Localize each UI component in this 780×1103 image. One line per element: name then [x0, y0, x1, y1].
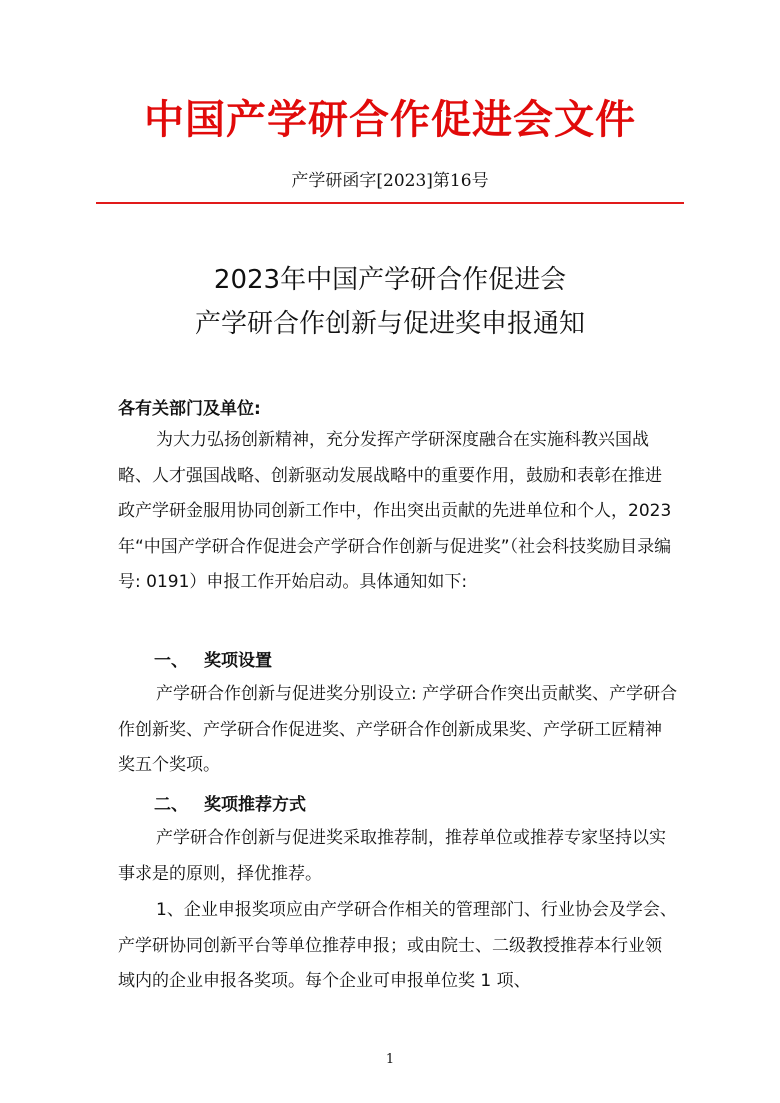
- notice-title-line-1: 2023年中国产学研合作促进会: [213, 265, 567, 295]
- section-2-item-1: 1、企业申报奖项应由产学研合作相关的管理部门、行业协会及学会、产学研协同创新平台等单位推荐申报；或由院士、二级教授推荐本行业领域内的企业申报各奖项。每个企业可申报单位奖 1 项、: [118, 900, 677, 992]
- section-1-number: 一、: [154, 651, 188, 671]
- org-header-title: 中国产学研合作促进会文件: [144, 96, 636, 143]
- section-1-heading: [154, 650, 272, 672]
- section-2-paragraph: 产学研合作创新与促进奖采取推荐制，推荐单位或推荐专家坚持以实事求是的原则，择优推荐。: [118, 828, 666, 884]
- section-2-title: 奖项推荐方式: [204, 795, 306, 815]
- document-number: 产学研函字[2023]第16号: [291, 171, 489, 191]
- header-red-rule: [96, 202, 684, 204]
- salutation: 各有关部门及单位:: [118, 399, 261, 419]
- section-2-heading: [154, 794, 306, 816]
- page-number: 1: [385, 1052, 395, 1067]
- intro-paragraph: 为大力弘扬创新精神，充分发挥产学研深度融合在实施科教兴国战略、人才强国战略、创新驱动发展战略中的重要作用，鼓励和表彰在推进政产学研金服用协同创新工作中，作出突出贡献的先进单位和个人，2023 年“中国产学研合作促进会产学研合作创新与促进奖”（社会科技奖励目录编号: 0191）申报工作开始启动。具体通知如下:: [118, 430, 672, 593]
- section-1-title: 奖项设置: [204, 651, 272, 671]
- section-1-paragraph: 产学研合作创新与促进奖分别设立: 产学研合作突出贡献奖、产学研合作创新奖、产学研合作促进奖、产学研合作创新成果奖、产学研工匠精神奖五个奖项。: [118, 684, 678, 776]
- section-2-number: 二、: [154, 795, 188, 815]
- notice-title-line-2: 产学研合作创新与促进奖申报通知: [194, 309, 585, 339]
